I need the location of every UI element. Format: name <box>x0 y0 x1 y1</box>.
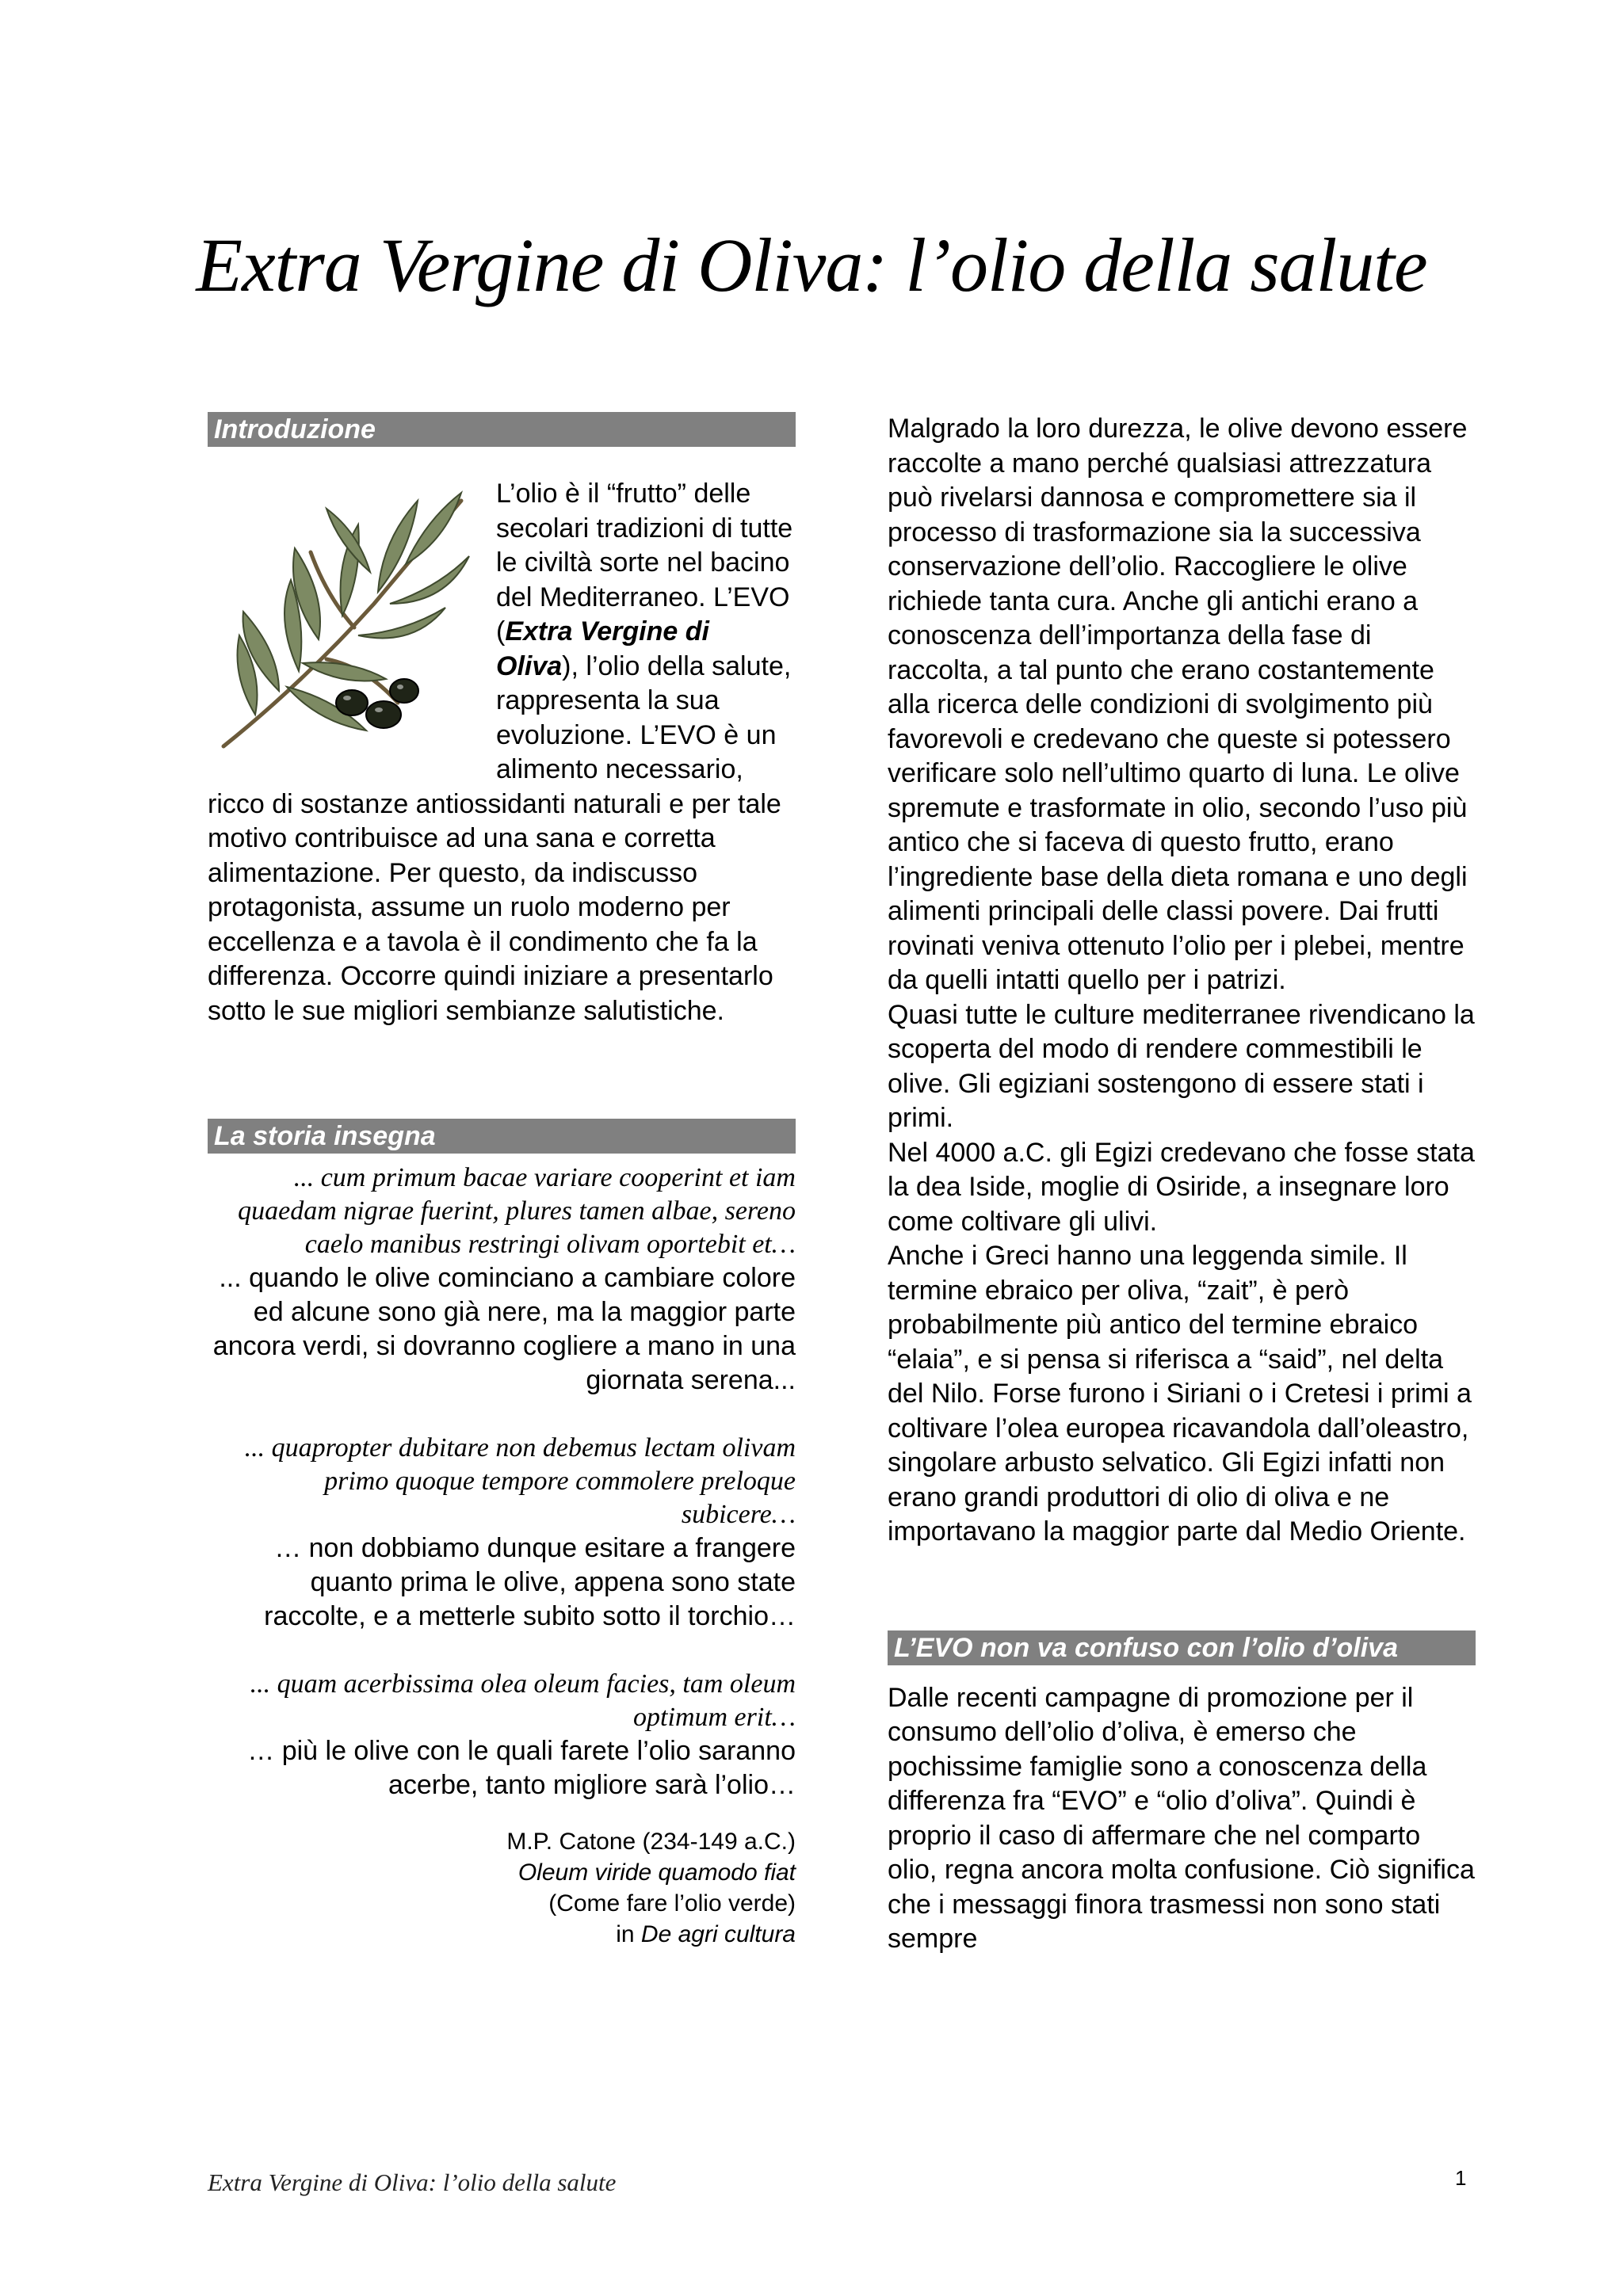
citation-work: Oleum viride quamodo fiat <box>517 1859 796 1886</box>
section-heading-storia: La storia insegna <box>208 1119 796 1154</box>
paragraph: Dalle recenti campagne di promozione per il consumo dell’olio d’oliva, è emerso che pochissime famiglie sono a conoscenza della differenza fra “EVO” e “olio d’oliva”. Quindi è proprio il caso di affermare che nel comparto olio, regna ancora molta confusione. Ciò significa che i messaggi finora trasmessi non sono stati sempre <box>888 1682 1475 1954</box>
extra-vergine-emphasis: Extra Vergine di Oliva <box>496 616 709 681</box>
abbr-evo: EVO <box>732 582 790 612</box>
latin-quote: ... cum primum bacae variare cooperint et iam quaedam nigrae fuerint, plures tamen albae, sereno caelo manibus restringi olivam oportebit et… <box>238 1163 796 1259</box>
citation-source: De agri cultura <box>640 1921 796 1947</box>
paragraph: Malgrado la loro durezza, le olive devono essere raccolte a mano perché qualsiasi attrezzatura può rivelarsi dannosa e compromettere sia il processo di trasformazione sia la successiva conservazione dell’olio. Raccogliere le olive richiede tanta cura. Anche gli antichi erano a conoscenza dell’importanza della fase di raccolta, a tal punto che erano costantemente alla ricerca delle condizioni di svolgimento più favorevoli e credevano che queste si potessero verificare solo nell’ultimo quarto di luna. Le olive spremute e trasformate in olio, secondo l’uso più antico che si faceva di questo frutto, erano l’ingrediente base della dieta romana e uno degli alimenti principali delle classi povere. Dai frutti rovinati veniva ottenuto l’olio per i plebei, mentre da quelli intatti quello per i patrizi. <box>888 414 1468 995</box>
latin-quote: ... quapropter dubitare non debemus lectam olivam primo quoque tempore commolere preloque subicere… <box>244 1433 796 1529</box>
footer-title: Extra Vergine di Oliva: l’olio della salute <box>208 2168 617 2196</box>
page-number: 1 <box>1455 2166 1467 2190</box>
paragraph: Nel 4000 a.C. gli Egizi credevano che fosse stata la dea Iside, moglie di Osiride, a insegnare loro come coltivare gli ulivi. <box>888 1137 1475 1237</box>
cato-quotes <box>208 1161 796 1950</box>
page-title: Extra Vergine di Oliva: l’olio della salute <box>196 223 1427 307</box>
section-heading-introduzione: Introduzione <box>208 412 796 447</box>
latin-quote: ... quam acerbissima olea oleum facies, tam oleum optimum erit… <box>250 1669 796 1732</box>
right-column <box>888 412 1476 1957</box>
abbr-evo: EVO <box>1060 1786 1118 1816</box>
quote-translation: ... quando le olive cominciano a cambiare colore ed alcune sono già nere, ma la maggior parte ancora verdi, si dovranno cogliere a mano in una giornata serena... <box>212 1263 796 1395</box>
paragraph: Quasi tutte le culture mediterranee rivendicano la scoperta del modo di rendere commestibili le olive. Gli egiziani sostengono di essere stati i primi. <box>888 999 1475 1133</box>
citation-translation: (Come fare l’olio verde) <box>548 1890 796 1917</box>
intro-paragraph: L’olio è il “frutto” delle secolari tradizioni di tutte le civiltà sorte nel bacino del Mediterraneo. L’EVO (Extra Vergine di Oliva), l’olio della salute, rappresenta la sua evoluzione. L’EVO è un alimento necessario, ricco di sostanze antiossidanti naturali e per tale motivo contribuisce ad una sana e corretta alimentazione. Per questo, da indiscusso protagonista, assume un ruolo moderno per eccellenza e a tavola è il condimento che fa la differenza. Occorre quindi iniziare a presentarlo sotto le sue migliori sembianze salutistiche. <box>208 479 793 1026</box>
abbr-evo: EVO <box>659 719 716 750</box>
quote-translation: … più le olive con le quali farete l’olio saranno acerbe, tanto migliore sarà l’olio… <box>247 1736 796 1800</box>
left-column <box>208 412 796 1950</box>
citation-author: M.P. Catone (234-149 a.C.) <box>506 1829 796 1855</box>
olive-branch-icon <box>208 477 485 754</box>
paragraph: Anche i Greci hanno una leggenda simile. Il termine ebraico per oliva, “zait”, è però probabilmente più antico del termine ebraico “elaia”, e si pensa si riferisca a “said”, nel delta del Nilo. Forse furono i Siriani o i Cretesi i primi a coltivare l’olea europea ricavandola dall’oleastro, singolare arbusto selvatico. Gli Egizi infatti non erano grandi produttori di olio di oliva e ne importavano la maggior parte dal Medio Oriente. <box>888 1241 1472 1547</box>
citation: M.P. Catone (234-149 a.C.) Oleum viride quamodo fiat (Come fare l’olio verde) in De agri cultura <box>208 1826 796 1950</box>
body-text <box>888 412 1476 1550</box>
section-heading-evo: L’EVO non va confuso con l’olio d’oliva <box>888 1630 1476 1665</box>
quote-translation: … non dobbiamo dunque esitare a frangere quanto prima le olive, appena sono state raccolte, e a metterle subito sotto il torchio… <box>264 1533 796 1631</box>
